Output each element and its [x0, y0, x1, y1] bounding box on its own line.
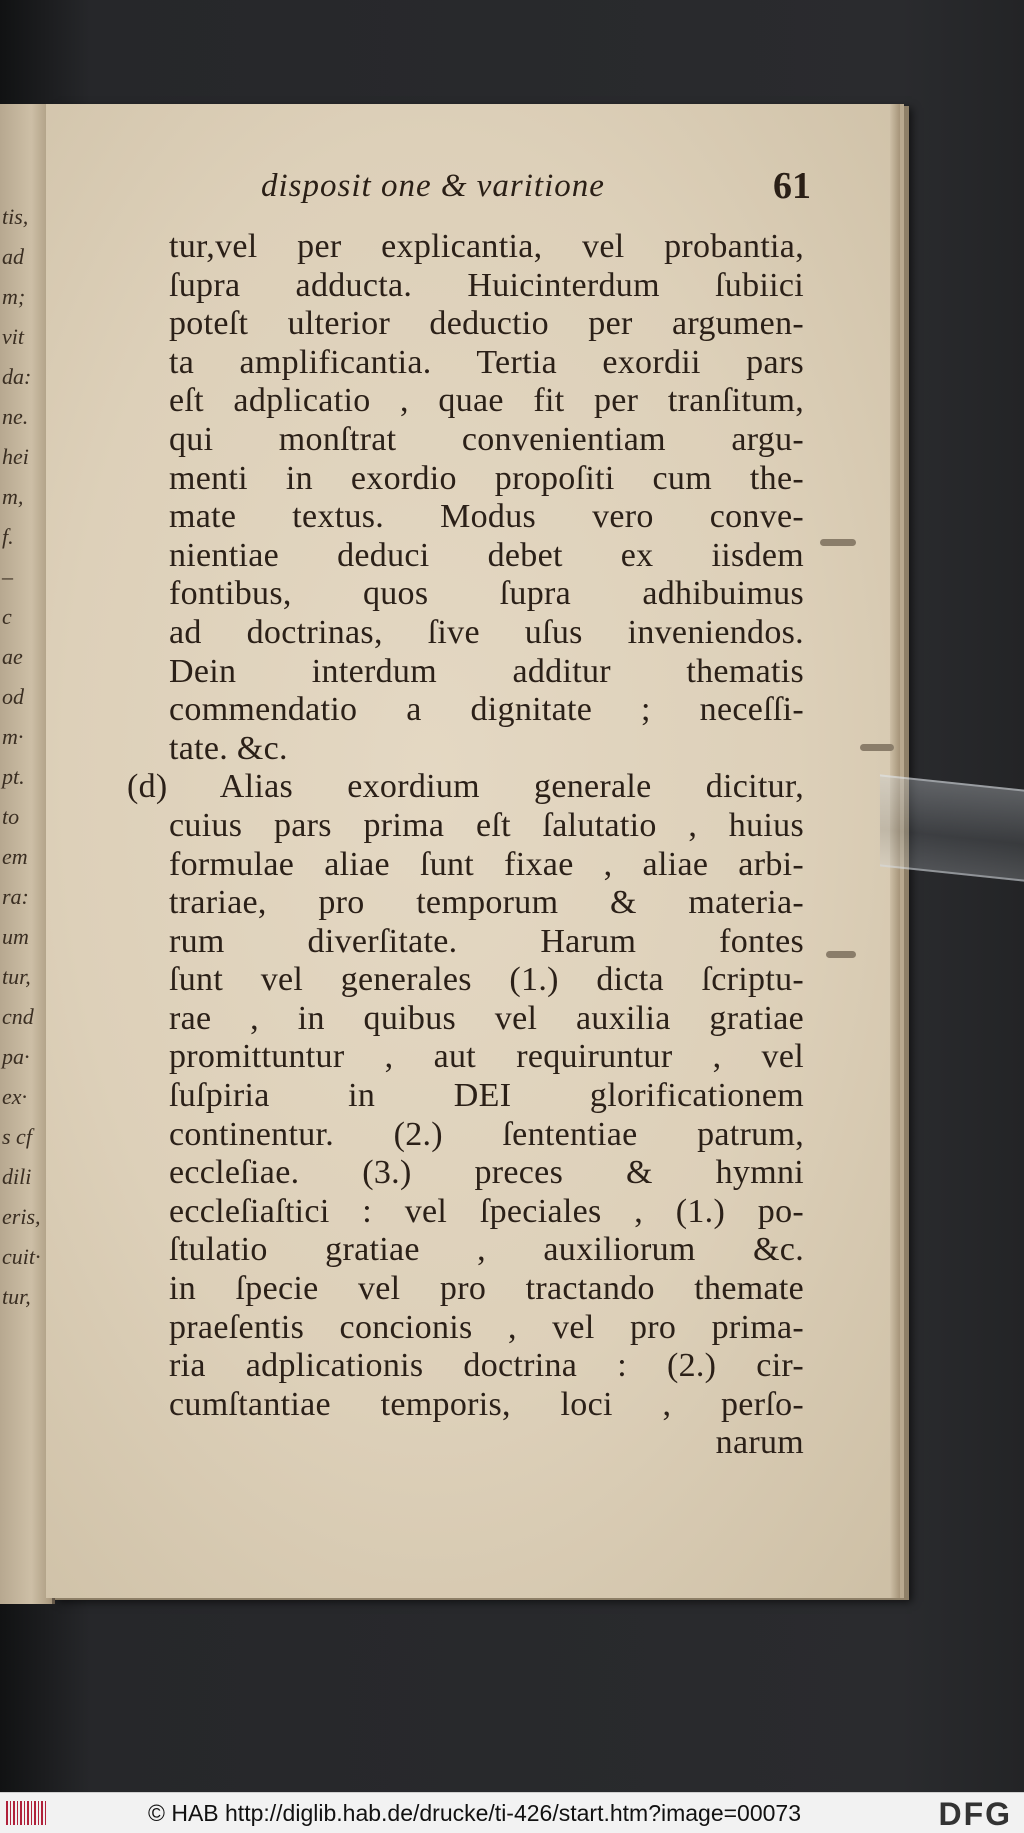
previous-page-fragment: ne. [2, 404, 29, 429]
previous-page-fragment: da: [2, 364, 32, 389]
text-line: narum [715, 1424, 804, 1462]
previous-page-fragment: ra: [2, 884, 29, 909]
text-line: eccleſiae. (3.) preces & hymni [169, 1154, 804, 1192]
previous-page-fragment: ex· [2, 1084, 28, 1109]
dfg-logo: DFG [938, 1796, 1012, 1832]
previous-page-fragment: cuit· [2, 1244, 41, 1269]
bookmark-stub [860, 744, 894, 751]
text-line: qui monſtrat convenientiam argu- [169, 420, 804, 458]
previous-page-fragment: hei [2, 444, 29, 469]
previous-page-fragment: em [2, 844, 28, 869]
previous-page-fragment: dili [2, 1164, 32, 1189]
previous-page-fragment: pa· [2, 1044, 30, 1069]
text-line: ſtulatio gratiae , auxiliorum &c. [169, 1231, 804, 1269]
text-line: poteſt ulterior deductio per argumen- [169, 305, 804, 343]
text-line: ria adplicationis doctrina : (2.) cir- [169, 1347, 804, 1385]
barcode-icon [6, 1801, 46, 1825]
text-line: eſt adplicatio , quae fit per tranſitum, [169, 382, 804, 420]
previous-page-fragment: to [2, 804, 20, 829]
previous-page-fragment: m, [2, 484, 24, 509]
text-line: (d) Alias exordium generale dicitur, [127, 768, 804, 806]
text-line: tate. &c. [169, 729, 288, 767]
previous-page-fragment: um [2, 924, 29, 949]
text-line: Dein interdum additur thematis [169, 652, 804, 690]
page-number: 61 [773, 165, 811, 207]
previous-page-fragment: vit [2, 324, 24, 349]
previous-page-fragment: s cf [2, 1124, 32, 1149]
text-line: trariae, pro temporum & materia- [169, 884, 804, 922]
bookmark-stub [826, 951, 856, 958]
text-block [127, 228, 804, 1463]
previous-page-fragment: pt. [2, 764, 25, 789]
text-line: nientiae deduci debet ex iisdem [169, 536, 804, 574]
previous-page-fragment: ad [2, 244, 24, 269]
previous-page-fragment: eris, [2, 1204, 41, 1229]
text-line: commendatio a dignitate ; neceſſi- [169, 691, 804, 729]
text-line: continentur. (2.) ſententiae patrum, [169, 1115, 804, 1153]
text-line: in ſpecie vel pro tractando themate [169, 1270, 804, 1308]
previous-page-fragment: – [2, 564, 13, 589]
running-title: disposit one & varitione [261, 168, 605, 204]
text-line: rae , in quibus vel auxilia gratiae [169, 999, 804, 1037]
text-line: ſuſpiria in DEI glorificationem [169, 1077, 804, 1115]
previous-page-fragment: c [2, 604, 12, 629]
book-page [46, 104, 900, 1598]
text-line: rum diverſitate. Harum fontes [169, 922, 804, 960]
text-line: tur,vel per explicantia, vel probantia, [169, 228, 804, 265]
text-line: ſunt vel generales (1.) dicta ſcriptu- [169, 961, 804, 999]
previous-page-fragment: od [2, 684, 24, 709]
footer-bar [0, 1792, 1024, 1833]
text-line: fontibus, quos ſupra adhibuimus [169, 575, 804, 613]
previous-page-fragment: tur, [2, 1284, 31, 1309]
text-line: ſupra adducta. Huicinterdum ſubiici [169, 266, 804, 304]
credit-line: © HAB http://diglib.hab.de/drucke/ti-426/start.htm?image=00073 [148, 1800, 802, 1826]
previous-page-fragment: tur, [2, 964, 31, 989]
text-line: menti in exordio propoſiti cum the- [169, 459, 804, 497]
text-line: eccleſiaſtici : vel ſpeciales , (1.) po- [169, 1192, 804, 1230]
text-line: promittuntur , aut requiruntur , vel [169, 1038, 804, 1076]
previous-page-fragment: m· [2, 724, 24, 749]
previous-page-fragment: cnd [2, 1004, 34, 1029]
text-line: cuius pars prima eſt ſalutatio , huius [169, 806, 804, 844]
previous-page-fragment: f. [2, 524, 14, 549]
previous-page-fragment: m; [2, 284, 26, 309]
bookmark-stub [820, 539, 856, 546]
bookmark-strip [880, 774, 1024, 881]
text-line: praeſentis concionis , vel pro prima- [169, 1308, 804, 1346]
text-line: ad doctrinas, ſive uſus inveniendos. [169, 613, 804, 651]
text-line: cumſtantiae temporis, loci , perſo- [169, 1385, 804, 1423]
previous-page-fragment: tis, [2, 204, 29, 229]
previous-page-fragment: ae [2, 644, 23, 669]
text-line: mate textus. Modus vero conve- [169, 498, 804, 536]
text-line: formulae aliae ſunt fixae , aliae arbi- [169, 845, 804, 883]
running-head [261, 165, 811, 218]
text-line: ta amplificantia. Tertia exordii pars [169, 343, 804, 381]
